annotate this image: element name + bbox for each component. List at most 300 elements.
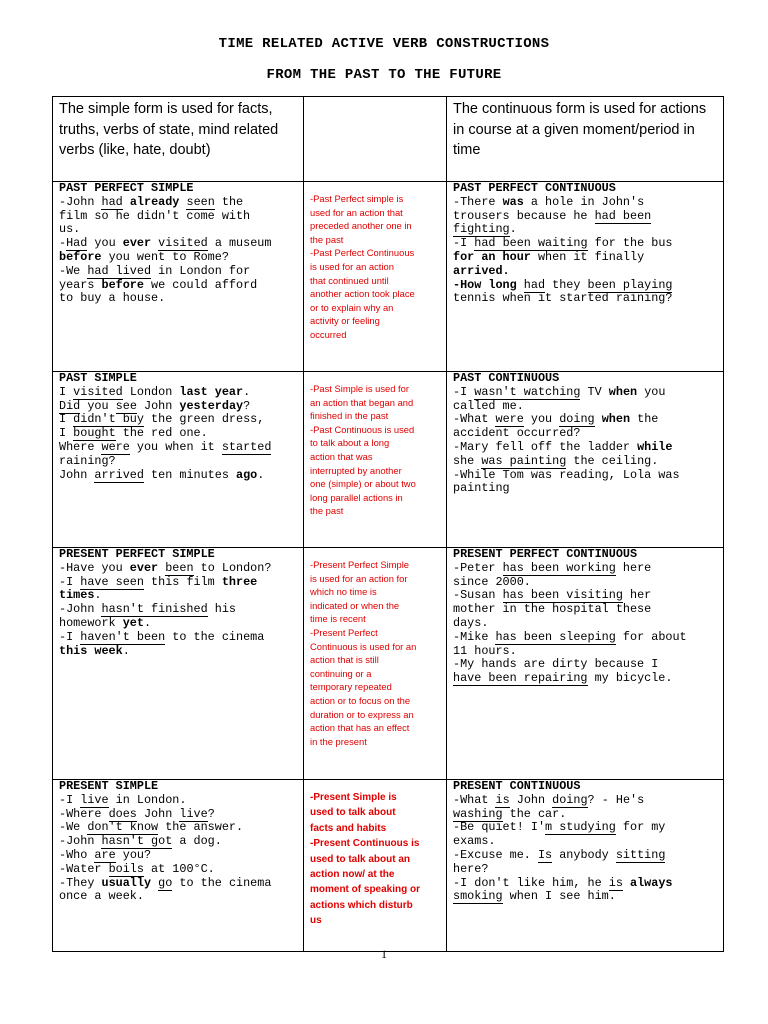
text-fragment: -I: [59, 629, 81, 644]
text-fragment: painting: [453, 481, 510, 496]
text-fragment: her: [622, 588, 652, 603]
verb-phrase: had: [101, 194, 123, 209]
text-fragment: .: [257, 467, 265, 482]
verb-phrase: live: [179, 806, 208, 821]
text-fragment: .: [509, 222, 517, 237]
example-line: [453, 890, 717, 904]
verb-phrase: doing: [552, 792, 588, 807]
example-line: [59, 469, 297, 483]
text-fragment: film so he didn't come with: [59, 208, 251, 223]
example-line: [453, 658, 717, 672]
example-line: [453, 589, 717, 603]
verb-phrase: is: [495, 792, 510, 807]
text-fragment: John: [136, 398, 180, 413]
verb-phrase: haven't been: [80, 629, 166, 644]
text-fragment: -Have you: [59, 560, 130, 575]
explanation-line: action that is still: [310, 654, 379, 666]
text-fragment: at 100°C.: [143, 861, 215, 876]
title-line-2: FROM THE PAST TO THE FUTURE: [266, 67, 502, 83]
example-line: [453, 265, 717, 279]
example-line: [59, 794, 297, 808]
text-fragment: you?: [115, 847, 152, 862]
text-fragment: raining?: [59, 453, 116, 468]
continuous-form-cell: [447, 780, 724, 952]
header-empty-cell: [304, 97, 447, 182]
example-line: [453, 808, 717, 822]
text-fragment: in London.: [108, 792, 187, 807]
text-fragment: called me.: [453, 398, 524, 413]
text-fragment: a museum: [207, 236, 272, 251]
explanation-line: -Past Perfect simple is: [310, 193, 404, 204]
time-marker: arrived.: [453, 263, 510, 278]
text-fragment: to the cinema: [172, 875, 272, 890]
title-line-1: TIME RELATED ACTIVE VERB CONSTRUCTIONS: [218, 36, 550, 52]
time-marker: for an hour: [453, 249, 531, 264]
verb-phrase: Is: [537, 847, 553, 862]
text-fragment: once a week.: [59, 889, 144, 904]
text-fragment: -What: [453, 792, 496, 807]
explanation-line: -Past Simple is used for: [310, 383, 409, 394]
text-fragment: ?: [243, 398, 251, 413]
explanation-line: one (simple) or about two: [310, 478, 416, 490]
time-marker: before: [101, 277, 144, 292]
example-line: [453, 849, 717, 863]
text-fragment: the red one.: [115, 426, 208, 441]
text-fragment: .: [243, 384, 251, 399]
continuous-form-description: The continuous form is used for actions in course at a given moment/period in time: [447, 97, 724, 182]
text-fragment: for the bus: [587, 236, 673, 251]
example-line: [59, 441, 297, 455]
text-fragment: you: [523, 412, 560, 427]
example-line: [453, 210, 717, 224]
verb-phrase: been: [165, 560, 194, 575]
time-marker: this week: [59, 643, 123, 658]
explanation-line: -Present Simple is: [310, 792, 397, 803]
example-line: [453, 292, 717, 306]
text-fragment: the answer.: [158, 820, 244, 835]
example-line: [453, 251, 717, 265]
text-fragment: .: [143, 615, 152, 630]
page-number: 1: [381, 947, 387, 961]
verb-phrase: go: [158, 875, 173, 890]
verb-phrase: m studying: [545, 820, 616, 835]
verb-phrase: had: [523, 277, 546, 292]
verb-phrase: didn't buy: [73, 412, 144, 427]
simple-form-cell: [53, 548, 304, 780]
verb-phrase: fighting: [453, 222, 510, 237]
text-fragment: the ceiling.: [566, 453, 659, 468]
explanation-line: action or to focus on the: [310, 694, 411, 706]
example-line: [59, 890, 297, 904]
explanation-line: -Past Continuous is used: [310, 423, 415, 435]
example-line: [453, 877, 717, 891]
text-fragment: they: [545, 277, 588, 292]
explanation-line: -Present Perfect: [310, 626, 378, 638]
explanation-line: action that has an effect: [310, 722, 410, 734]
text-fragment: -Mary fell off the ladder: [453, 439, 638, 454]
example-line: [59, 631, 297, 645]
explanation-line: actions which disturb: [310, 899, 413, 911]
text-fragment: I: [59, 412, 74, 427]
text-fragment: [595, 412, 602, 426]
explanation-line: occurred: [310, 328, 347, 340]
text-fragment: to London?: [193, 560, 272, 575]
example-line: [59, 413, 297, 427]
explanation-line: in the present: [310, 735, 367, 747]
text-fragment: -They: [59, 875, 102, 890]
continuous-form-cell: [447, 182, 724, 372]
example-line: [453, 455, 717, 469]
verb-phrase: been playing: [587, 277, 673, 292]
time-marker: was: [502, 194, 524, 209]
explanation-line: another action took place: [310, 288, 415, 300]
explanation-line: an action that began and: [310, 396, 414, 408]
text-fragment: -: [59, 236, 67, 251]
text-fragment: John: [509, 792, 553, 807]
tense-heading: PAST PERFECT CONTINUOUS: [453, 181, 616, 195]
explanation-line: moment of speaking or: [310, 884, 421, 896]
text-fragment: Where: [59, 439, 102, 454]
example-line: [59, 251, 297, 265]
explanation-line: action now/ at the: [310, 869, 395, 881]
verb-phrase: boils: [108, 861, 144, 876]
explanation-line: that continued until: [310, 274, 389, 286]
text-fragment: -I: [453, 236, 475, 251]
verb-phrase: arrived: [94, 467, 144, 482]
example-line: [453, 237, 717, 251]
verb-phrase: are: [94, 847, 116, 862]
verb-phrase: seen: [186, 194, 215, 209]
example-line: [453, 863, 717, 877]
example-line: [59, 210, 297, 224]
text-fragment: John: [136, 806, 180, 821]
text-fragment: -John: [59, 602, 102, 617]
example-line: [453, 821, 717, 835]
text-fragment: ?: [207, 806, 215, 821]
text-fragment: -John: [59, 834, 102, 849]
verb-phrase: smoking: [453, 889, 503, 904]
example-line: [453, 617, 717, 631]
text-fragment: this film: [143, 574, 222, 589]
explanation-line: us: [310, 915, 322, 927]
time-marker: times: [59, 588, 95, 603]
text-fragment: you: [637, 384, 666, 399]
example-line: [453, 603, 717, 617]
time-marker: yet: [122, 615, 144, 630]
time-marker: before: [59, 249, 102, 264]
time-marker: when: [601, 412, 631, 427]
usage-explanation-cell: [304, 182, 447, 372]
text-fragment: -Be quiet! I': [453, 820, 546, 835]
text-fragment: ? - He's: [587, 792, 645, 807]
verb-phrase: is: [608, 875, 623, 890]
example-line: [59, 576, 297, 590]
verb-phrase: see: [115, 398, 137, 413]
example-line: [59, 617, 297, 631]
text-fragment: his: [207, 602, 237, 617]
explanation-line: preceded another one in: [310, 220, 412, 232]
text-fragment: -I don't like him, he: [453, 875, 609, 890]
usage-explanation-cell: [304, 548, 447, 780]
example-line: [453, 427, 717, 441]
text-fragment: when I see him.: [502, 889, 616, 904]
text-fragment: to buy a house.: [59, 291, 166, 306]
text-fragment: -Where: [59, 806, 109, 821]
explanation-line: Continuous is used for an: [310, 640, 417, 652]
explanation-line: time is recent: [310, 613, 366, 625]
explanation-line: -Present Perfect Simple: [310, 559, 409, 570]
tense-row: [53, 372, 724, 548]
example-line: [59, 427, 297, 441]
example-line: [453, 672, 717, 686]
text-fragment: mother in the hospital these: [453, 602, 652, 617]
example-line: [453, 196, 717, 210]
text-fragment: tennis when it started raining?: [453, 291, 673, 306]
example-line: [59, 835, 297, 849]
explanation-line: the past: [310, 233, 344, 245]
tense-row: [53, 548, 724, 780]
simple-form-cell: [53, 372, 304, 548]
example-line: [59, 292, 297, 306]
text-fragment: you went to Rome?: [101, 249, 229, 264]
explanation-line: used to talk about an: [310, 853, 411, 865]
text-fragment: -I: [59, 792, 81, 807]
explanation-line: the past: [310, 505, 344, 517]
text-fragment: you: [87, 236, 123, 251]
usage-explanation-cell: [304, 372, 447, 548]
verb-phrase: hasn't finished: [101, 602, 208, 617]
tense-heading: PAST SIMPLE: [59, 371, 137, 385]
time-marker: while: [637, 439, 673, 454]
text-fragment: us.: [59, 222, 81, 237]
example-line: [59, 562, 297, 576]
explanation-line: continuing or a: [310, 667, 372, 679]
text-fragment: my bicycle.: [587, 671, 673, 686]
verb-phrase: Had: [66, 236, 88, 251]
text-fragment: I: [59, 384, 74, 399]
text-fragment: -While Tom was reading, Lola was: [453, 467, 680, 482]
text-fragment: to the cinema: [165, 629, 265, 644]
text-fragment: John: [59, 467, 95, 482]
text-fragment: -Peter: [453, 560, 503, 575]
verb-phrase: doing: [559, 412, 595, 427]
example-line: [59, 386, 297, 400]
explanation-line: -Past Perfect Continuous: [310, 247, 415, 259]
text-fragment: TV: [580, 384, 609, 399]
text-fragment: a hole in John's: [523, 194, 645, 209]
text-fragment: ten minutes: [143, 467, 236, 482]
text-fragment: trousers because he: [453, 208, 595, 223]
continuous-form-cell: [447, 372, 724, 548]
verb-phrase: has been sleeping: [495, 629, 616, 644]
text-fragment: for about: [615, 629, 687, 644]
example-line: [59, 223, 297, 237]
time-marker: usually: [101, 875, 152, 890]
time-marker: ago: [236, 467, 258, 482]
text-fragment: anybody: [552, 847, 616, 862]
text-fragment: -My hands are dirty because I: [453, 657, 659, 672]
verb-tense-table: [52, 96, 724, 952]
text-fragment: -I: [59, 574, 81, 589]
verb-phrase: wasn't watching: [474, 384, 581, 399]
verb-phrase: had been: [594, 208, 652, 223]
tense-heading: PRESENT SIMPLE: [59, 779, 159, 793]
explanation-line: activity or feeling: [310, 315, 380, 327]
verb-phrase: were: [101, 439, 130, 454]
text-fragment: -We: [59, 820, 88, 835]
text-fragment: a dog.: [172, 834, 222, 849]
verb-phrase: was painting: [481, 453, 567, 468]
verb-phrase: have seen: [80, 574, 144, 589]
time-marker: -How long: [453, 277, 524, 292]
verb-phrase: visited: [73, 384, 123, 399]
explanation-line: which no time is: [310, 586, 377, 598]
table-header-row: [53, 97, 724, 182]
verb-phrase: sitting: [615, 847, 666, 862]
text-fragment: since 2000.: [453, 574, 531, 589]
text-fragment: -What: [453, 412, 496, 427]
verb-phrase: hasn't got: [101, 834, 173, 849]
tense-heading: PRESENT PERFECT SIMPLE: [59, 547, 215, 561]
tense-heading: PAST PERFECT SIMPLE: [59, 181, 194, 195]
example-line: [59, 237, 297, 251]
example-line: [59, 821, 297, 835]
text-fragment: the car.: [502, 806, 567, 821]
time-marker: three: [221, 574, 258, 589]
text-fragment: -Mike: [453, 629, 496, 644]
example-line: [453, 794, 717, 808]
example-line: [59, 196, 297, 210]
text-fragment: -We: [59, 263, 88, 278]
verb-phrase: Did: [59, 398, 81, 413]
text-fragment: you: [80, 398, 116, 413]
text-fragment: -I: [453, 384, 475, 399]
text-fragment: years: [59, 277, 102, 292]
example-line: [59, 279, 297, 293]
time-marker: ever: [122, 236, 152, 251]
text-fragment: [623, 876, 630, 890]
tense-row: [53, 780, 724, 952]
verb-phrase: has been visiting: [502, 588, 623, 603]
verb-phrase: started: [221, 439, 272, 454]
example-line: [453, 386, 717, 400]
text-fragment: for my: [615, 820, 666, 835]
time-marker: last year: [179, 384, 244, 399]
text-fragment: we could afford: [143, 277, 258, 292]
text-fragment: .: [94, 588, 102, 603]
text-fragment: the: [630, 412, 659, 427]
text-fragment: homework: [59, 615, 123, 630]
text-fragment: London: [122, 384, 180, 399]
text-fragment: [123, 195, 130, 209]
example-line: [453, 835, 717, 849]
example-line: [59, 603, 297, 617]
explanation-line: to talk about a long: [310, 437, 390, 449]
explanation-line: is used for an action: [310, 260, 394, 272]
verb-phrase: were: [495, 412, 524, 427]
verb-phrase: had lived: [87, 263, 152, 278]
verb-phrase: have been repairing: [453, 671, 588, 686]
text-fragment: days.: [453, 615, 489, 630]
verb-phrase: does: [108, 806, 137, 821]
text-fragment: the: [214, 194, 244, 209]
text-fragment: -There: [453, 194, 503, 209]
example-line: [453, 279, 717, 293]
explanation-line: or to explain why an: [310, 301, 394, 313]
example-line: [59, 645, 297, 659]
example-line: [59, 808, 297, 822]
text-fragment: she: [453, 453, 482, 468]
text-fragment: -John: [59, 194, 102, 209]
simple-form-cell: [53, 780, 304, 952]
text-fragment: 11 hours.: [453, 643, 517, 658]
verb-phrase: don't know: [87, 820, 159, 835]
simple-form-cell: [53, 182, 304, 372]
continuous-form-cell: [447, 548, 724, 780]
example-line: [453, 469, 717, 483]
text-fragment: in London for: [151, 263, 251, 278]
explanation-line: action that was: [310, 450, 373, 462]
text-fragment: exams.: [453, 834, 496, 849]
verb-phrase: bought: [73, 426, 116, 441]
usage-explanation-cell: [304, 780, 447, 952]
text-fragment: I: [59, 426, 74, 441]
text-fragment: the green dress,: [143, 412, 265, 427]
text-fragment: .: [122, 643, 130, 658]
tense-heading: PRESENT PERFECT CONTINUOUS: [453, 547, 638, 561]
explanation-line: used for an action that: [310, 206, 403, 218]
example-line: [59, 863, 297, 877]
text-fragment: you when it: [129, 439, 222, 454]
verb-phrase: visited: [158, 236, 208, 251]
explanation-line: duration or to express an: [310, 708, 414, 720]
explanation-line: indicated or when the: [310, 599, 400, 611]
explanation-line: temporary repeated: [310, 681, 392, 693]
tense-heading: PRESENT CONTINUOUS: [453, 779, 581, 793]
time-marker: already: [129, 194, 180, 209]
tense-heading: PAST CONTINUOUS: [453, 371, 560, 385]
example-line: [453, 631, 717, 645]
example-line: [59, 849, 297, 863]
explanation-line: long parallel actions in: [310, 491, 403, 503]
text-fragment: here?: [453, 861, 489, 876]
example-line: [59, 877, 297, 891]
example-line: [453, 562, 717, 576]
time-marker: ever: [129, 560, 159, 575]
text-fragment: -Excuse me.: [453, 847, 538, 862]
example-line: [453, 482, 717, 496]
explanation-line: interrupted by another: [310, 464, 402, 476]
example-line: [453, 413, 717, 427]
text-fragment: -Who: [59, 847, 95, 862]
verb-phrase: live: [80, 792, 109, 807]
time-marker: always: [630, 875, 673, 890]
text-fragment: accident occurred?: [453, 426, 581, 441]
time-marker: yesterday: [179, 398, 244, 413]
example-line: [453, 223, 717, 237]
example-line: [453, 576, 717, 590]
verb-phrase: washing: [453, 806, 503, 821]
explanation-line: facts and habits: [310, 822, 387, 834]
explanation-line: is used for an action for: [310, 572, 408, 584]
example-line: [59, 589, 297, 603]
time-marker: when: [608, 384, 638, 399]
example-line: [59, 455, 297, 469]
simple-form-description: The simple form is used for facts, truths, verbs of state, mind related verbs (like, hate, doubt): [53, 97, 304, 182]
example-line: [453, 441, 717, 455]
verb-phrase: had been waiting: [474, 236, 588, 251]
text-fragment: when it finally: [530, 249, 645, 264]
